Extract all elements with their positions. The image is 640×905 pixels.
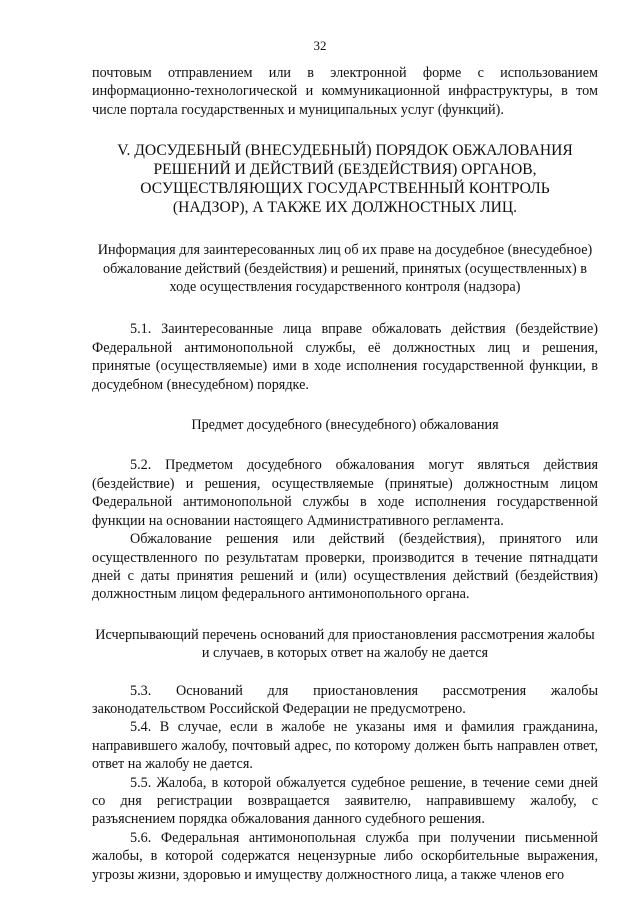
page-number: 32	[313, 38, 327, 53]
document-body	[92, 64, 598, 884]
paragraph-5-2: 5.2. Предметом досудебного обжалования могут являться действия (бездействие) и решения, осуществляемые (принятые) должностным лицом Федеральной антимонопольной службы в ходе исполнения государственной функции на основании настоящего Административного регламента.	[92, 457, 598, 529]
paragraph-5-3: 5.3. Оснований для приостановления рассмотрения жалобы законодательством Российской Федерации не предусмотрено.	[92, 682, 598, 717]
subsection-heading-grounds: Исчерпывающий перечень оснований для приостановления рассмотрения жалобы и случаев, в которых ответ на жалобу не дается	[95, 626, 595, 662]
intro-paragraph: почтовым отправлением или в электронной форме с использованием информационно-технологической и коммуникационной инфраструктуры, в том числе портала государственных и муниципальных услуг (функций).	[92, 65, 598, 118]
section-title: V. ДОСУДЕБНЫЙ (ВНЕСУДЕБНЫЙ) ПОРЯДОК ОБЖАЛОВАНИЯ РЕШЕНИЙ И ДЕЙСТВИЙ (БЕЗДЕЙСТВИЯ) ОРГАНОВ, ОСУЩЕСТВЛЯЮЩИХ ГОСУДАРСТВЕННЫЙ КОНТРОЛЬ (НАДЗОР), А ТАКЖЕ ИХ ДОЛЖНОСТНЫХ ЛИЦ.	[117, 142, 573, 217]
paragraph-5-4: 5.4. В случае, если в жалобе не указаны имя и фамилия гражданина, направившего жалобу, почтовый адрес, по которому должен быть направлен ответ, ответ на жалобу не дается.	[92, 719, 598, 773]
subsection-heading-subject: Предмет досудебного (внесудебного) обжалования	[191, 417, 499, 434]
subsection-heading-info: Информация для заинтересованных лиц об их праве на досудебное (внесудебное) обжалование действий (бездействия) и решений, принятых (осуществленных) в ходе осуществления государственного контроля (надзора)	[97, 242, 593, 296]
paragraph-5-2-appeal: Обжалование решения или действий (бездействия), принятого или осуществленного по результатам проверки, производится в течение пятнадцати дней с даты принятия решений и (или) осуществления действий (бездействия) должностным лицом федерального антимонопольного органа.	[92, 531, 598, 603]
paragraph-5-1: 5.1. Заинтересованные лица вправе обжаловать действия (бездействие) Федеральной антимонопольной службы, её должностных лиц и решения, принятые (осуществляемые) ими в ходе исполнения государственной функции, в досудебном (внесудебном) порядке.	[92, 321, 598, 393]
paragraph-5-6: 5.6. Федеральная антимонопольная служба при получении письменной жалобы, в которой содержатся нецензурные либо оскорбительные выражения, угрозы жизни, здоровью и имуществу должностного лица, а также членов его	[92, 829, 598, 883]
paragraph-5-5: 5.5. Жалоба, в которой обжалуется судебное решение, в течение семи дней со дня регистрации возвращается заявителю, направившему жалобу, с разъяснением порядка обжалования данного судебного решения.	[92, 774, 598, 828]
